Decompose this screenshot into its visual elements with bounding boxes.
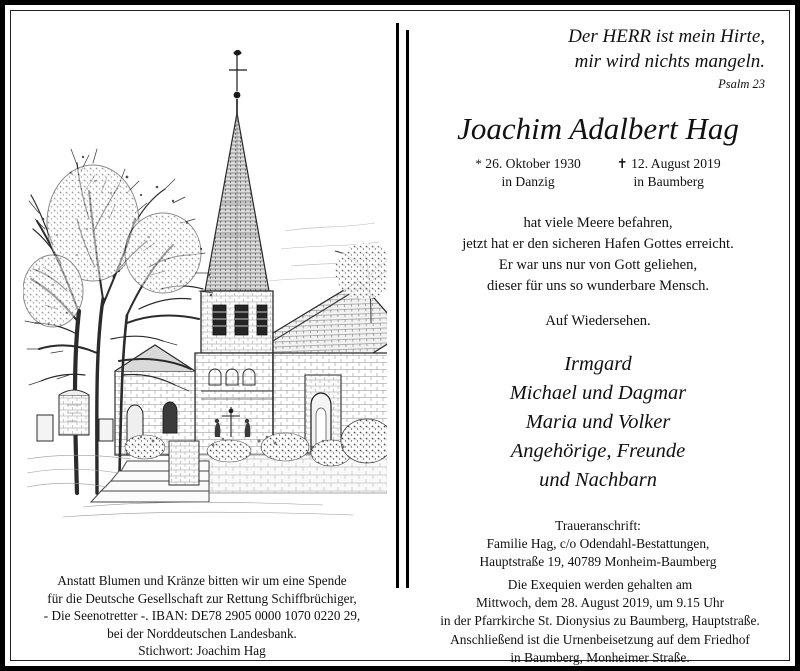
bible-verse xyxy=(415,11,789,74)
funeral-details xyxy=(415,571,789,667)
mourning-address-heading: Traueranschrift: xyxy=(555,518,641,533)
death-place: in Baumberg xyxy=(633,174,704,189)
family-line-1: Irmgard xyxy=(564,353,632,375)
verse-line-2: mir wird nichts mangeln. xyxy=(574,51,765,72)
mourning-address-line-1: Familie Hag, c/o Odendahl-Bestattungen, xyxy=(486,536,710,551)
funeral-line-4: Anschließend ist die Urnenbeisetzung auf dem Friedhof xyxy=(450,631,750,647)
obituary-columns xyxy=(11,11,789,665)
eulogy-text xyxy=(415,191,789,297)
verse-line-1: Der HERR ist mein Hirte, xyxy=(568,26,765,47)
mourning-address xyxy=(415,495,789,571)
left-column xyxy=(11,11,393,660)
birth-star-icon: * xyxy=(475,156,482,171)
church-with-tree-engraving-svg xyxy=(23,23,387,533)
eulogy-line-3: Er war uns nur von Gott geliehen, xyxy=(498,257,698,273)
family-line-3: Maria und Volker xyxy=(525,411,671,433)
death-date: 12. August 2019 xyxy=(631,156,721,171)
eulogy-line-1: hat viele Meere befahren, xyxy=(523,215,673,231)
mourning-address-line-2: Hauptstraße 19, 40789 Monheim-Baumberg xyxy=(479,554,717,569)
obituary-card-inner-frame xyxy=(10,10,790,665)
donation-line-4-bank: bei der Norddeutschen Landesbank. xyxy=(107,625,297,641)
church-illustration xyxy=(23,23,387,543)
donation-line-1: Anstatt Blumen und Kränze bitten wir um eine Spende xyxy=(57,573,347,589)
death-info xyxy=(617,155,721,191)
birth-place: in Danzig xyxy=(501,174,555,189)
left-spacer xyxy=(11,543,393,566)
birth-date: 26. Oktober 1930 xyxy=(485,156,581,171)
donation-line-2: für die Deutsche Gesellschaft zur Rettung Schiffbrüchiger, xyxy=(47,590,357,606)
family-line-4: Angehörige, Freunde xyxy=(510,440,686,462)
deceased-name: Joachim Adalbert Hag xyxy=(457,111,739,146)
funeral-line-5: in Baumberg, Monheimer Straße. xyxy=(510,649,690,665)
family-names xyxy=(415,332,789,495)
funeral-line-3: in der Pfarrkirche St. Dionysius zu Baumberg, Hauptstraße. xyxy=(440,613,760,629)
donation-notice xyxy=(11,566,393,660)
farewell-text: Auf Wiedersehen. xyxy=(545,313,651,329)
right-column xyxy=(415,11,789,665)
death-cross-icon: ✝ xyxy=(616,156,628,171)
birth-info xyxy=(475,155,580,191)
family-line-5: und Nachbarn xyxy=(539,469,657,491)
donation-line-3-iban: - Die Seenotretter -. IBAN: DE78 2905 0000 1070 0220 29, xyxy=(43,608,361,624)
eulogy-line-4: dieser für uns so wunderbare Mensch. xyxy=(486,278,710,294)
divider-rule-left xyxy=(396,23,399,588)
funeral-line-2: Mittwoch, dem 28. August 2019, um 9.15 Uhr xyxy=(475,595,725,611)
life-dates xyxy=(415,149,789,191)
family-line-2: Michael und Dagmar xyxy=(509,382,687,404)
donation-line-5-keyword: Stichwort: Joachim Hag xyxy=(138,643,266,659)
eulogy-line-2: jetzt hat er den sicheren Hafen Gottes erreicht. xyxy=(462,236,734,252)
divider-rule-right xyxy=(406,30,409,588)
verse-reference: Psalm 23 xyxy=(718,77,765,91)
column-divider xyxy=(393,11,415,660)
birth-line xyxy=(475,155,580,173)
death-line xyxy=(617,155,721,173)
funeral-line-1: Die Exequien werden gehalten am xyxy=(507,577,693,592)
